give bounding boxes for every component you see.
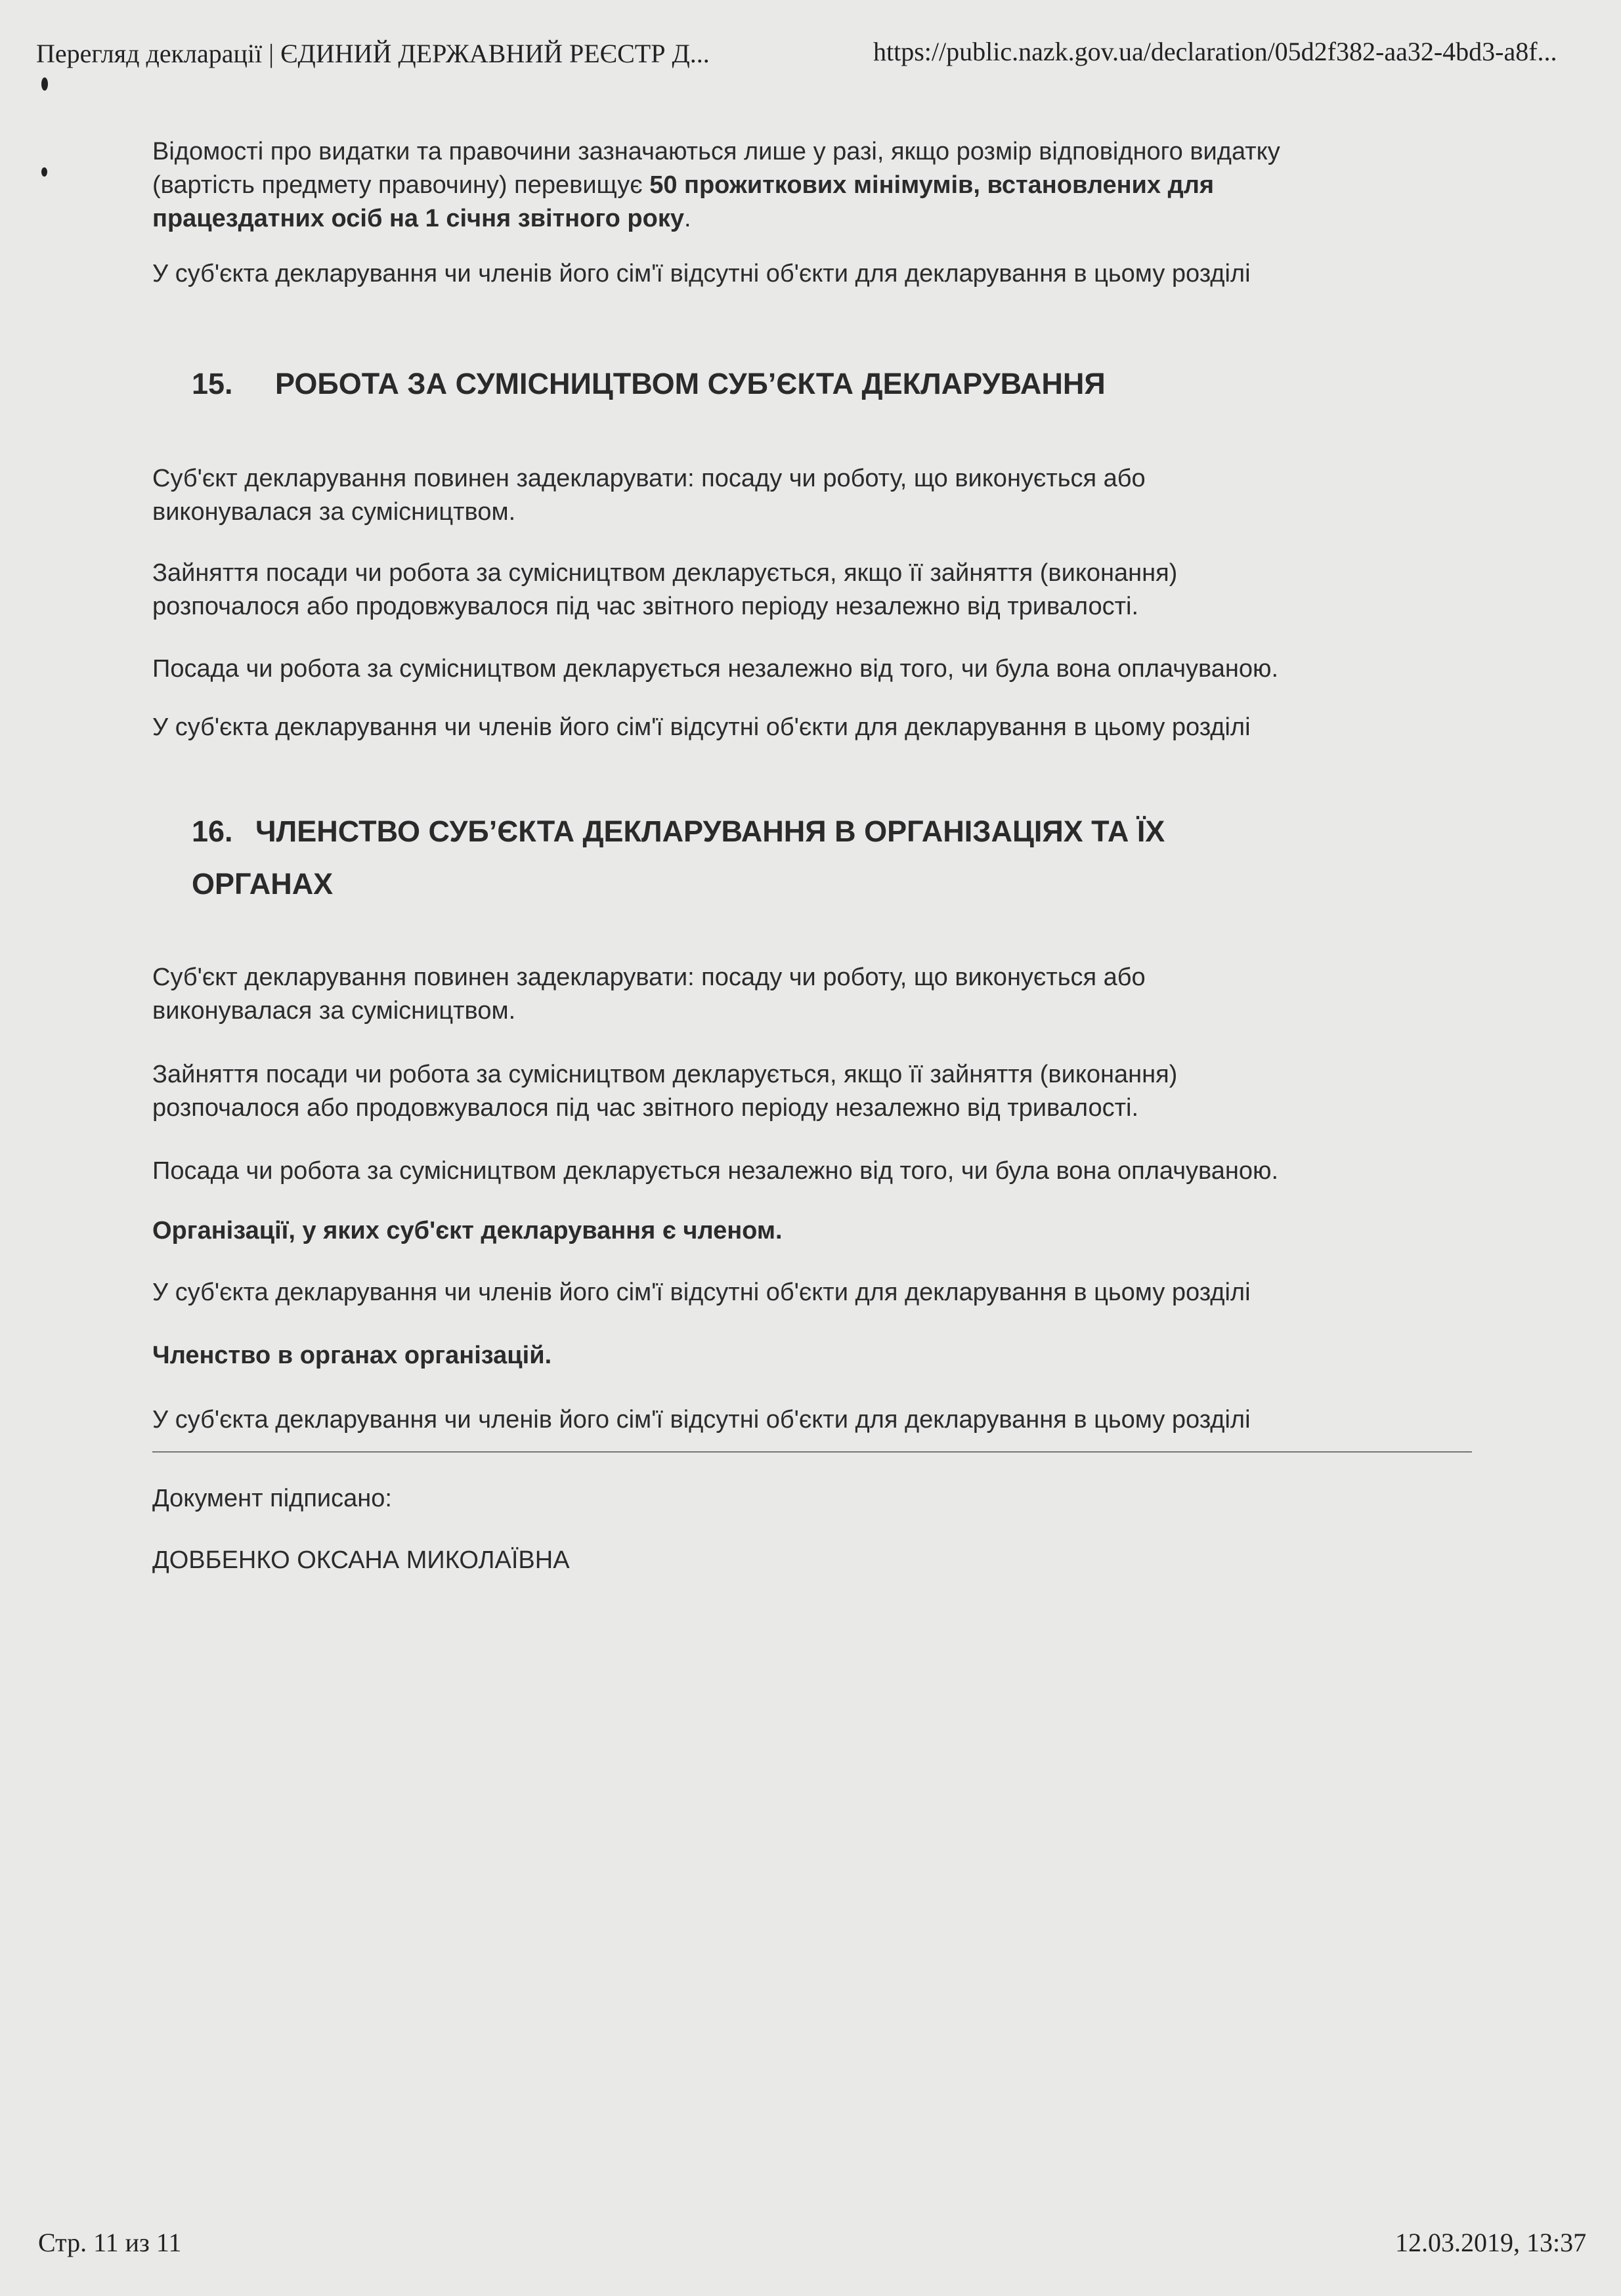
text-line: виконувалася за сумісництвом. [152,498,516,526]
text-line: Суб'єкт декларування повинен задекларувати: посаду чи роботу, що виконується або [152,465,1146,492]
empty-notice: У суб'єкта декларування чи членів його сім'ї відсутні об'єкти для декларування в цьому розділі [152,1406,1251,1434]
section-16-number: 16. [192,815,233,848]
section-16-p2 [152,1058,1177,1125]
text-line: Суб'єкт декларування повинен задекларувати: посаду чи роботу, що виконується або [152,964,1146,991]
empty-notice: У суб'єкта декларування чи членів його сім'ї відсутні об'єкти для декларування в цьому розділі [152,713,1251,741]
print-datetime: 12.03.2019, 13:37 [1395,2228,1587,2257]
note-text: . [684,205,691,232]
section-16-title: ЧЛЕНСТВО СУБ’ЄКТА ДЕКЛАРУВАННЯ В ОРГАНІЗАЦІЯХ ТА ЇХ [255,815,1165,848]
section-15-p1 [152,462,1146,529]
section-15-title: РОБОТА ЗА СУМІСНИЦТВОМ СУБ’ЄКТА ДЕКЛАРУВАННЯ [275,367,1106,400]
text-line: розпочалося або продовжувалося під час звітного періоду незалежно від тривалості. [152,1094,1139,1122]
signer-name: ДОВБЕНКО ОКСАНА МИКОЛАЇВНА [152,1546,570,1574]
punch-hole-mark [41,77,48,91]
note-line: Відомості про видатки та правочини зазначаються лише у разі, якщо розмір відповідного видатку [152,138,1280,165]
note-line [152,202,1280,236]
orgs-heading: Організації, у яких суб'єкт декларування є членом. [152,1217,783,1244]
bodies-heading: Членство в органах організацій. [152,1342,552,1369]
page-number: Стр. 11 из 11 [38,2228,182,2257]
signed-label: Документ підписано: [152,1485,392,1512]
section-16-p1 [152,961,1146,1028]
note-text: (вартість предмету правочину) перевищує [152,171,650,199]
note-line [152,169,1280,202]
text-line: розпочалося або продовжувалося під час звітного періоду незалежно від тривалості. [152,593,1139,620]
text-line: Зайняття посади чи робота за сумісництвом декларується, якщо її зайняття (виконання) [152,1061,1178,1088]
page-url: https://public.nazk.gov.ua/declaration/05d2f382-aa32-4bd3-a8f... [873,37,1557,66]
section-15-number: 15. [192,367,233,400]
text-line: виконувалася за сумісництвом. [152,997,516,1025]
divider [152,1451,1472,1453]
section-16-title-cont: ОРГАНАХ [192,867,334,901]
punch-hole-mark [41,167,47,177]
section-15-p3: Посада чи робота за сумісництвом декларується незалежно від того, чи була вона оплачуваною. [152,655,1279,683]
page-title: Перегляд декларації | ЄДИНИЙ ДЕРЖАВНИЙ РЕЄСТР Д... [36,39,710,68]
note-bold: 50 прожиткових мінімумів, встановлених для [649,171,1215,199]
empty-notice: У суб'єкта декларування чи членів його сім'ї відсутні об'єкти для декларування в цьому розділі [152,1279,1251,1306]
section-16-p3: Посада чи робота за сумісництвом декларується незалежно від того, чи була вона оплачуваною. [152,1157,1279,1185]
note-bold: працездатних осіб на 1 січня звітного року [152,205,685,232]
expenses-note [152,135,1280,236]
section-15-p2 [152,557,1177,624]
text-line: Зайняття посади чи робота за сумісництвом декларується, якщо її зайняття (виконання) [152,559,1178,587]
empty-notice: У суб'єкта декларування чи членів його сім'ї відсутні об'єкти для декларування в цьому розділі [152,260,1251,287]
